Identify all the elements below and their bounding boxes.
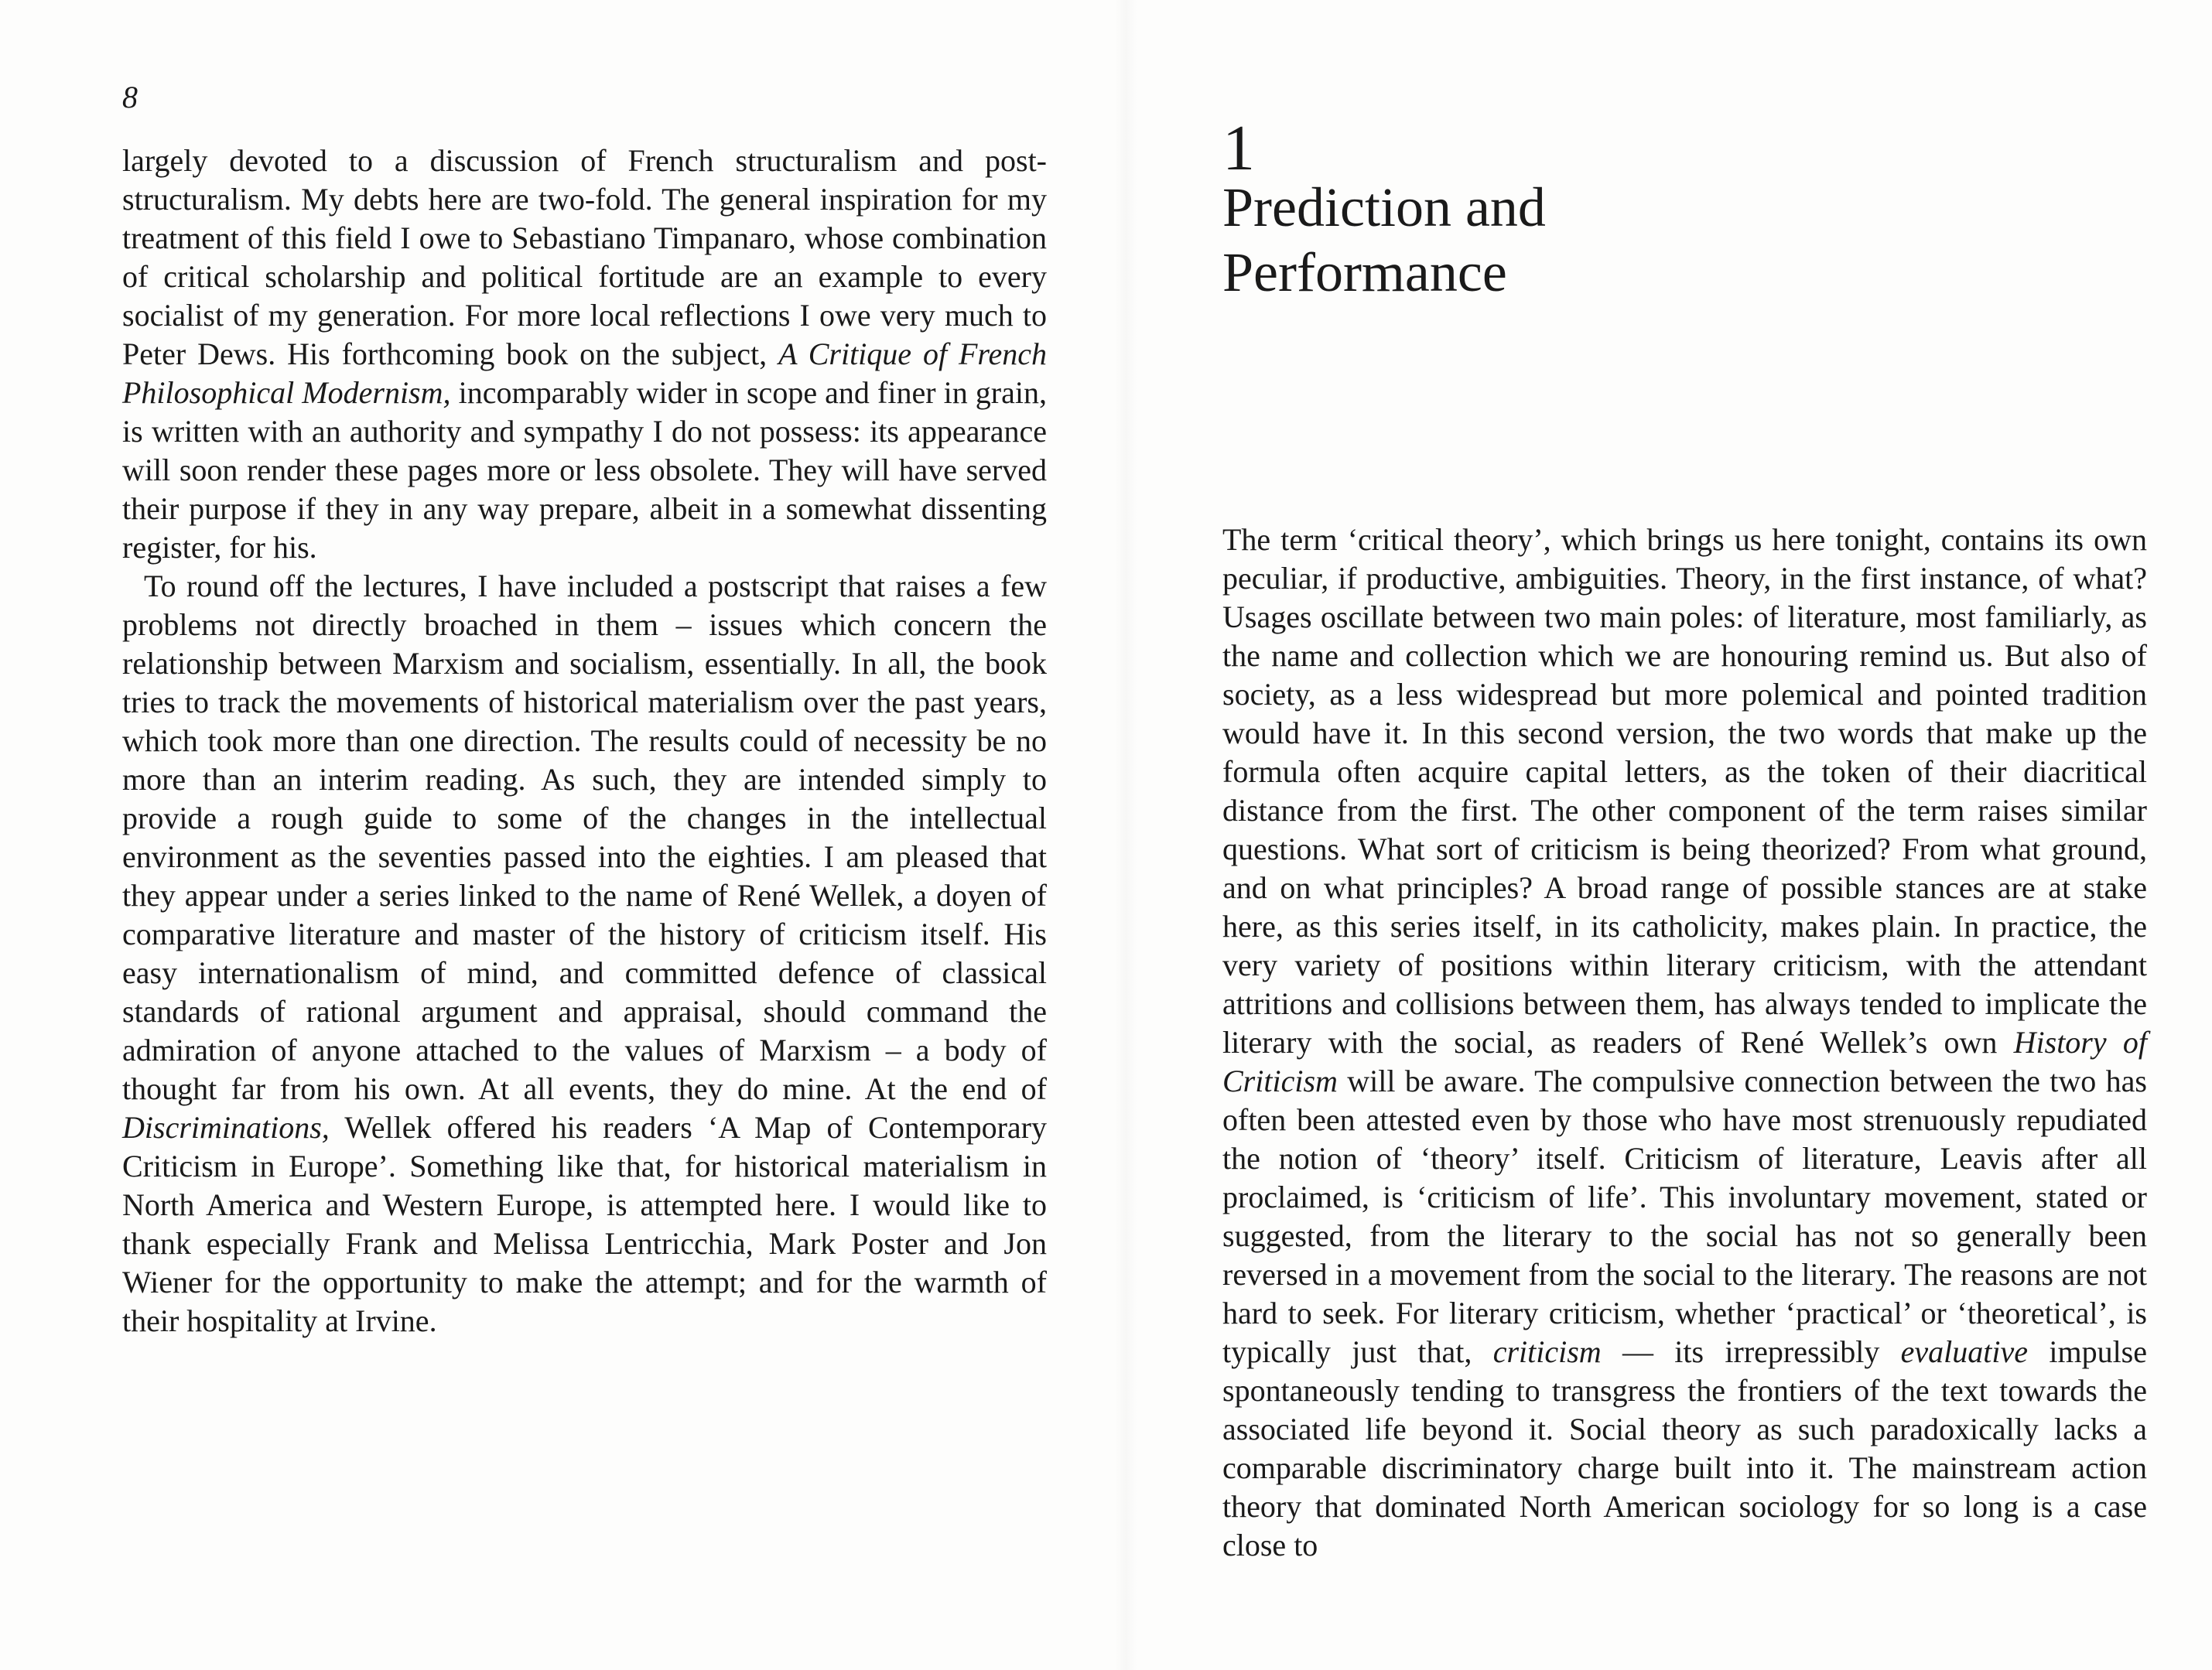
right-page-body (1222, 521, 2147, 1565)
chapter-title-line-2: Performance (1222, 241, 1507, 303)
chapter-title-line-1: Prediction and (1222, 176, 1546, 238)
italic-text-segment: criticism (1492, 1334, 1602, 1369)
text-segment: largely devoted to a discussion of French structuralism and post-structuralism. My debts here are two-fold. The general inspiration for my treatment of this field I owe to Sebastiano Timpanaro, whose combination of critical scholarship and political fortitude are an example to every socialist of my generation. For more local reflections I owe very much to Peter Dews. His forthcoming book on the subject, (122, 143, 1047, 371)
paragraph-left-2 (122, 567, 1047, 1340)
text-segment: incomparably wider in scope and finer in grain, is written with an authority and sympathy I do not possess: its appearance will soon render these pages more or less obsolete. They will have served their purpose if they in any way prepare, albeit in a somewhat dissenting register, for his. (122, 375, 1047, 565)
chapter-title (1222, 175, 1810, 305)
page-number: 8 (122, 80, 138, 114)
right-page (1145, 0, 2212, 1670)
paragraph-right-1 (1222, 521, 2147, 1565)
italic-text-segment: evaluative (1900, 1334, 2029, 1369)
text-segment: impulse spontaneously tending to transgress the frontiers of the text towards the associated life beyond it. Social theory as such paradoxically lacks a comparable discriminatory charge built into it. The mainstream action theory that dominated North American sociology for so long is a case close to (1222, 1334, 2148, 1562)
text-segment: will be aware. The compulsive connection between the two has often been attested even by those who have most strenuously repudiated the notion of ‘theory’ itself. Criticism of literature, Leavis after all proclaimed, is ‘criticism of life’. This involuntary movement, stated or suggested, from the literary to the social has not so generally been reversed in a movement from the social to the literary. The reasons are not hard to seek. For literary criticism, whether ‘practical’ or ‘theoretical’, is typically just that, (1222, 1064, 2147, 1369)
italic-text-segment: Discriminations, (122, 1110, 330, 1145)
italic-text-segment: History of Criticism (1222, 1025, 2147, 1098)
book-gutter (1114, 0, 1137, 1670)
text-segment: — its irrepressibly (1601, 1334, 1901, 1369)
paragraph-left-1 (122, 142, 1047, 567)
italic-text-segment: A Critique of French Philosophical Modernism, (122, 336, 1048, 410)
text-segment: The term ‘critical theory’, which brings us here tonight, contains its own peculiar, if productive, ambiguities. Theory, in the first instance, of what? Usages oscillate between two main poles: of literature, most familiarly, as the name and collection which we are honouring remind us. But also of society, as a less widespread but more polemical and pointed tradition would have it. In this second version, the two words that make up the formula often acquire capital letters, as the token of their diacritical distance from the first. The other component of the term raises similar questions. What sort of criticism is being theorized? From what ground, and on what principles? A broad range of possible stances are at stake here, as this series itself, in its catholicity, makes plain. In practice, the very variety of positions within literary criticism, with the attendant attritions and collisions between them, has always tended to implicate the literary with the social, as readers of René Wellek’s own (1222, 522, 2147, 1060)
text-segment: Wellek offered his readers ‘A Map of Contemporary Criticism in Europe’. Something like that, for historical materialism in North America and Western Europe, is attempted here. I would like to thank especially Frank and Melissa Lentricchia, Mark Poster and Jon Wiener for the opportunity to make the attempt; and for the warmth of their hospitality at Irvine. (122, 1110, 1047, 1338)
text-segment: To round off the lectures, I have included a postscript that raises a few problems not directly broached in them – issues which concern the relationship between Marxism and socialism, essentially. In all, the book tries to track the movements of historical materialism over the past years, which took more than one direction. The results could of necessity be no more than an interim reading. As such, they are intended simply to provide a rough guide to some of the changes in the intellectual environment as the seventies passed into the eighties. I am pleased that they appear under a series linked to the name of René Wellek, a doyen of comparative literature and master of the history of criticism itself. His easy internationalism of mind, and committed defence of classical standards of rational argument and appraisal, should command the admiration of anyone attached to the values of Marxism – a body of thought far from his own. At all events, they do mine. At the end of (122, 569, 1047, 1106)
left-page-body (122, 142, 1047, 1340)
chapter-number: 1 (1222, 112, 1255, 184)
